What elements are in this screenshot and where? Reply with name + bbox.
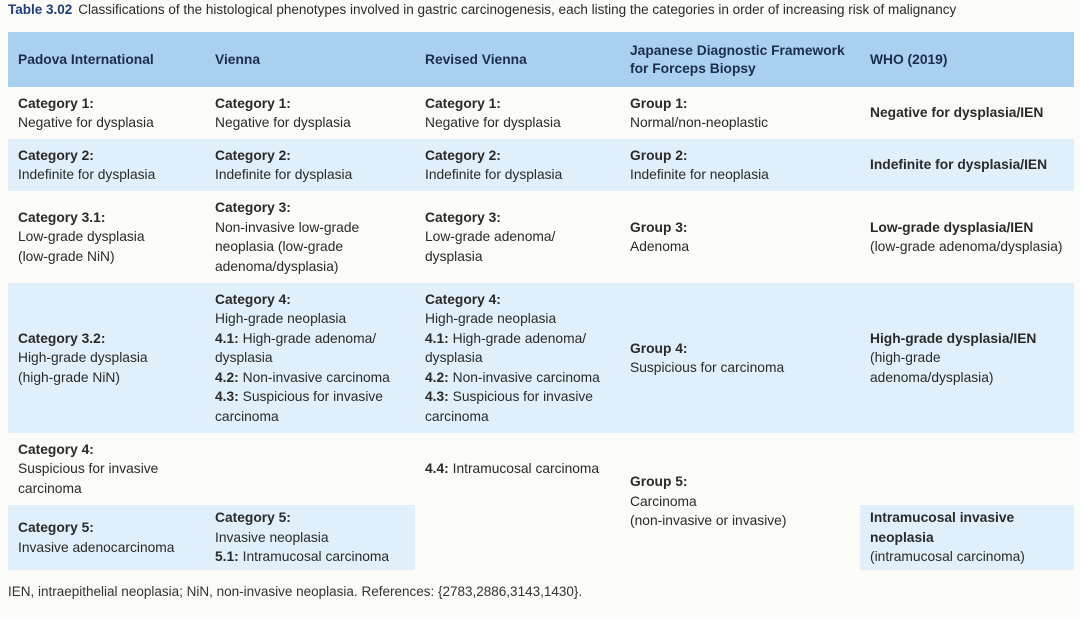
cell-line: (high-grade adenoma/dysplasia): [870, 350, 994, 385]
cell-padova: [8, 139, 205, 191]
header-japanese: Japanese Diagnostic Framework for Forceps Biopsy: [620, 32, 860, 87]
header-vienna: Vienna: [205, 32, 415, 87]
cell-line: Negative for dysplasia: [18, 115, 154, 130]
cell-line: Suspicious for invasive: [18, 461, 159, 477]
cell-heading: Category 2:: [425, 147, 501, 163]
subcategory-number: 4.3:: [425, 389, 449, 405]
table-footnote: IEN, intraepithelial neoplasia; NiN, non-invasive neoplasia. References: {2783,2886,3143,1430}.: [8, 584, 583, 599]
subcategory-line: [425, 459, 610, 479]
cell-line: Indefinite for dysplasia: [425, 167, 563, 182]
cell-heading: Intramucosal invasive neoplasia: [870, 510, 1015, 545]
subcategory-text: Non-invasive carcinoma: [242, 369, 390, 385]
cell-heading: Group 2:: [630, 147, 688, 163]
cell-japanese: [620, 139, 860, 191]
table-row: [8, 433, 1074, 505]
subcategory-line: [215, 407, 405, 427]
cell-padova: [8, 433, 205, 505]
subcategory-text: Suspicious for invasive: [242, 389, 383, 405]
cell-japanese: [620, 433, 860, 570]
cell-padova: [8, 87, 205, 139]
cell-japanese: [620, 87, 860, 139]
subcategory-number: 4.1:: [215, 330, 239, 346]
cell-line: Adenoma: [630, 239, 690, 254]
table-row: [8, 191, 1074, 283]
subcategory-text: Intramucosal carcinoma: [242, 549, 390, 565]
cell-heading: Category 2:: [18, 147, 94, 163]
subcategory-number: 4.4:: [425, 461, 449, 476]
cell-heading: Low-grade dysplasia/IEN: [870, 219, 1034, 235]
cell-heading: High-grade dysplasia/IEN: [870, 330, 1037, 346]
cell-heading: Category 3.2:: [18, 330, 106, 346]
cell-line: (high-grade NiN): [18, 369, 120, 385]
cell-vienna: [205, 139, 415, 191]
cell-heading: Category 1:: [425, 95, 501, 111]
cell-heading: Group 4:: [630, 340, 688, 356]
cell-japanese: [620, 283, 860, 433]
subcategory-line: [215, 368, 405, 388]
cell-revised-vienna: [415, 433, 620, 570]
cell-heading: Category 3:: [215, 200, 291, 215]
cell-vienna: [205, 283, 415, 433]
cell-heading: Group 1:: [630, 95, 688, 111]
cell-line: (low-grade NiN): [18, 248, 115, 264]
cell-padova: [8, 505, 205, 570]
cell-line: Invasive adenocarcinoma: [18, 539, 175, 555]
cell-who: [860, 87, 1074, 139]
subcategory-number: 4.1:: [425, 330, 449, 346]
subcategory-text: High-grade adenoma/: [452, 330, 587, 346]
subcategory-text: High-grade adenoma/: [242, 330, 377, 346]
cell-line: High-grade dysplasia: [18, 350, 148, 366]
subcategory-number: 4.2:: [215, 369, 239, 385]
cell-padova: [8, 283, 205, 433]
subcategory-text: Non-invasive carcinoma: [452, 369, 600, 385]
cell-heading: Category 4:: [18, 441, 94, 457]
cell-line: dysplasia: [425, 248, 483, 264]
cell-line: (low-grade adenoma/dysplasia): [870, 239, 1063, 254]
cell-revised-vienna: [415, 139, 620, 191]
table-row: [8, 139, 1074, 191]
subcategory-text: carcinoma: [215, 408, 279, 424]
subcategory-line: [425, 387, 610, 407]
cell-line: carcinoma: [18, 480, 82, 496]
cell-vienna: [205, 87, 415, 139]
subcategory-number: 4.2:: [425, 369, 449, 385]
cell-line: Non-invasive low-grade: [215, 219, 360, 235]
cell-vienna: [205, 505, 415, 570]
cell-heading: Category 5:: [18, 520, 94, 535]
subcategory-line: [215, 387, 405, 407]
subcategory-line: [425, 407, 610, 427]
caption-text: Classifications of the histological phenotypes involved in gastric carcinogenesis, each listing the categories in order of increasing risk of malignancy: [78, 2, 957, 17]
cell-vienna: [205, 191, 415, 283]
cell-line: Suspicious for carcinoma: [630, 360, 785, 375]
table-caption: [8, 2, 1074, 17]
cell-heading: Category 4:: [215, 291, 291, 307]
cell-line: Low-grade adenoma/: [425, 229, 556, 245]
cell-heading: Indefinite for dysplasia/IEN: [870, 157, 1048, 173]
subcategory-text: dysplasia: [215, 350, 273, 366]
header-padova: Padova International: [8, 32, 205, 87]
table-row: [8, 283, 1074, 433]
cell-line: Negative for dysplasia: [215, 115, 351, 130]
subcategory-number: 5.1:: [215, 549, 239, 565]
subcategory-line: [425, 348, 610, 368]
cell-who: [860, 191, 1074, 283]
cell-line: neoplasia (low-grade: [215, 239, 344, 254]
cell-line: Indefinite for dysplasia: [18, 167, 156, 182]
cell-heading: Category 1:: [215, 95, 291, 111]
cell-line: Low-grade dysplasia: [18, 229, 145, 245]
table-label: Table 3.02: [8, 2, 73, 17]
subcategory-text: dysplasia: [425, 350, 483, 366]
cell-line: Indefinite for dysplasia: [215, 167, 353, 182]
cell-heading: Category 2:: [215, 147, 291, 163]
cell-line: High-grade neoplasia: [425, 311, 557, 327]
cell-line: Carcinoma: [630, 493, 697, 509]
cell-revised-vienna: [415, 87, 620, 139]
cell-vienna-empty: [205, 433, 415, 505]
cell-line: Invasive neoplasia: [215, 529, 329, 545]
subcategory-text: Suspicious for invasive: [452, 389, 593, 405]
cell-heading: Category 3.1:: [18, 209, 106, 225]
cell-line: (intramucosal carcinoma): [870, 549, 1025, 565]
cell-who: [860, 505, 1074, 570]
table-row: [8, 87, 1074, 139]
subcategory-line: [215, 547, 405, 567]
header-row: [8, 32, 1074, 87]
cell-line: (non-invasive or invasive): [630, 513, 787, 529]
cell-heading: Category 4:: [425, 291, 501, 307]
cell-heading: Category 3:: [425, 209, 501, 225]
cell-padova: [8, 191, 205, 283]
header-revised-vienna: Revised Vienna: [415, 32, 620, 87]
cell-who: [860, 283, 1074, 433]
classification-table: [8, 32, 1074, 570]
cell-line: Normal/non-neoplastic: [630, 115, 769, 130]
cell-who: [860, 139, 1074, 191]
cell-revised-vienna: [415, 191, 620, 283]
header-who: WHO (2019): [860, 32, 1074, 87]
cell-line: Negative for dysplasia: [425, 115, 561, 130]
cell-line: adenoma/dysplasia): [215, 258, 339, 274]
subcategory-line: [215, 348, 405, 368]
cell-heading: Category 1:: [18, 95, 94, 111]
cell-revised-vienna: [415, 283, 620, 433]
subcategory-text: Intramucosal carcinoma: [452, 461, 600, 476]
cell-heading: Category 5:: [215, 510, 291, 526]
subcategory-text: carcinoma: [425, 408, 489, 424]
cell-heading: Group 3:: [630, 219, 688, 235]
cell-line: Indefinite for neoplasia: [630, 167, 769, 182]
cell-who-empty: [860, 433, 1074, 505]
cell-line: High-grade neoplasia: [215, 311, 347, 327]
subcategory-line: [425, 329, 610, 349]
cell-heading: Group 5:: [630, 474, 688, 490]
subcategory-number: 4.3:: [215, 389, 239, 405]
cell-japanese: [620, 191, 860, 283]
subcategory-line: [215, 329, 405, 349]
subcategory-line: [425, 368, 610, 388]
cell-heading: Negative for dysplasia/IEN: [870, 105, 1044, 121]
